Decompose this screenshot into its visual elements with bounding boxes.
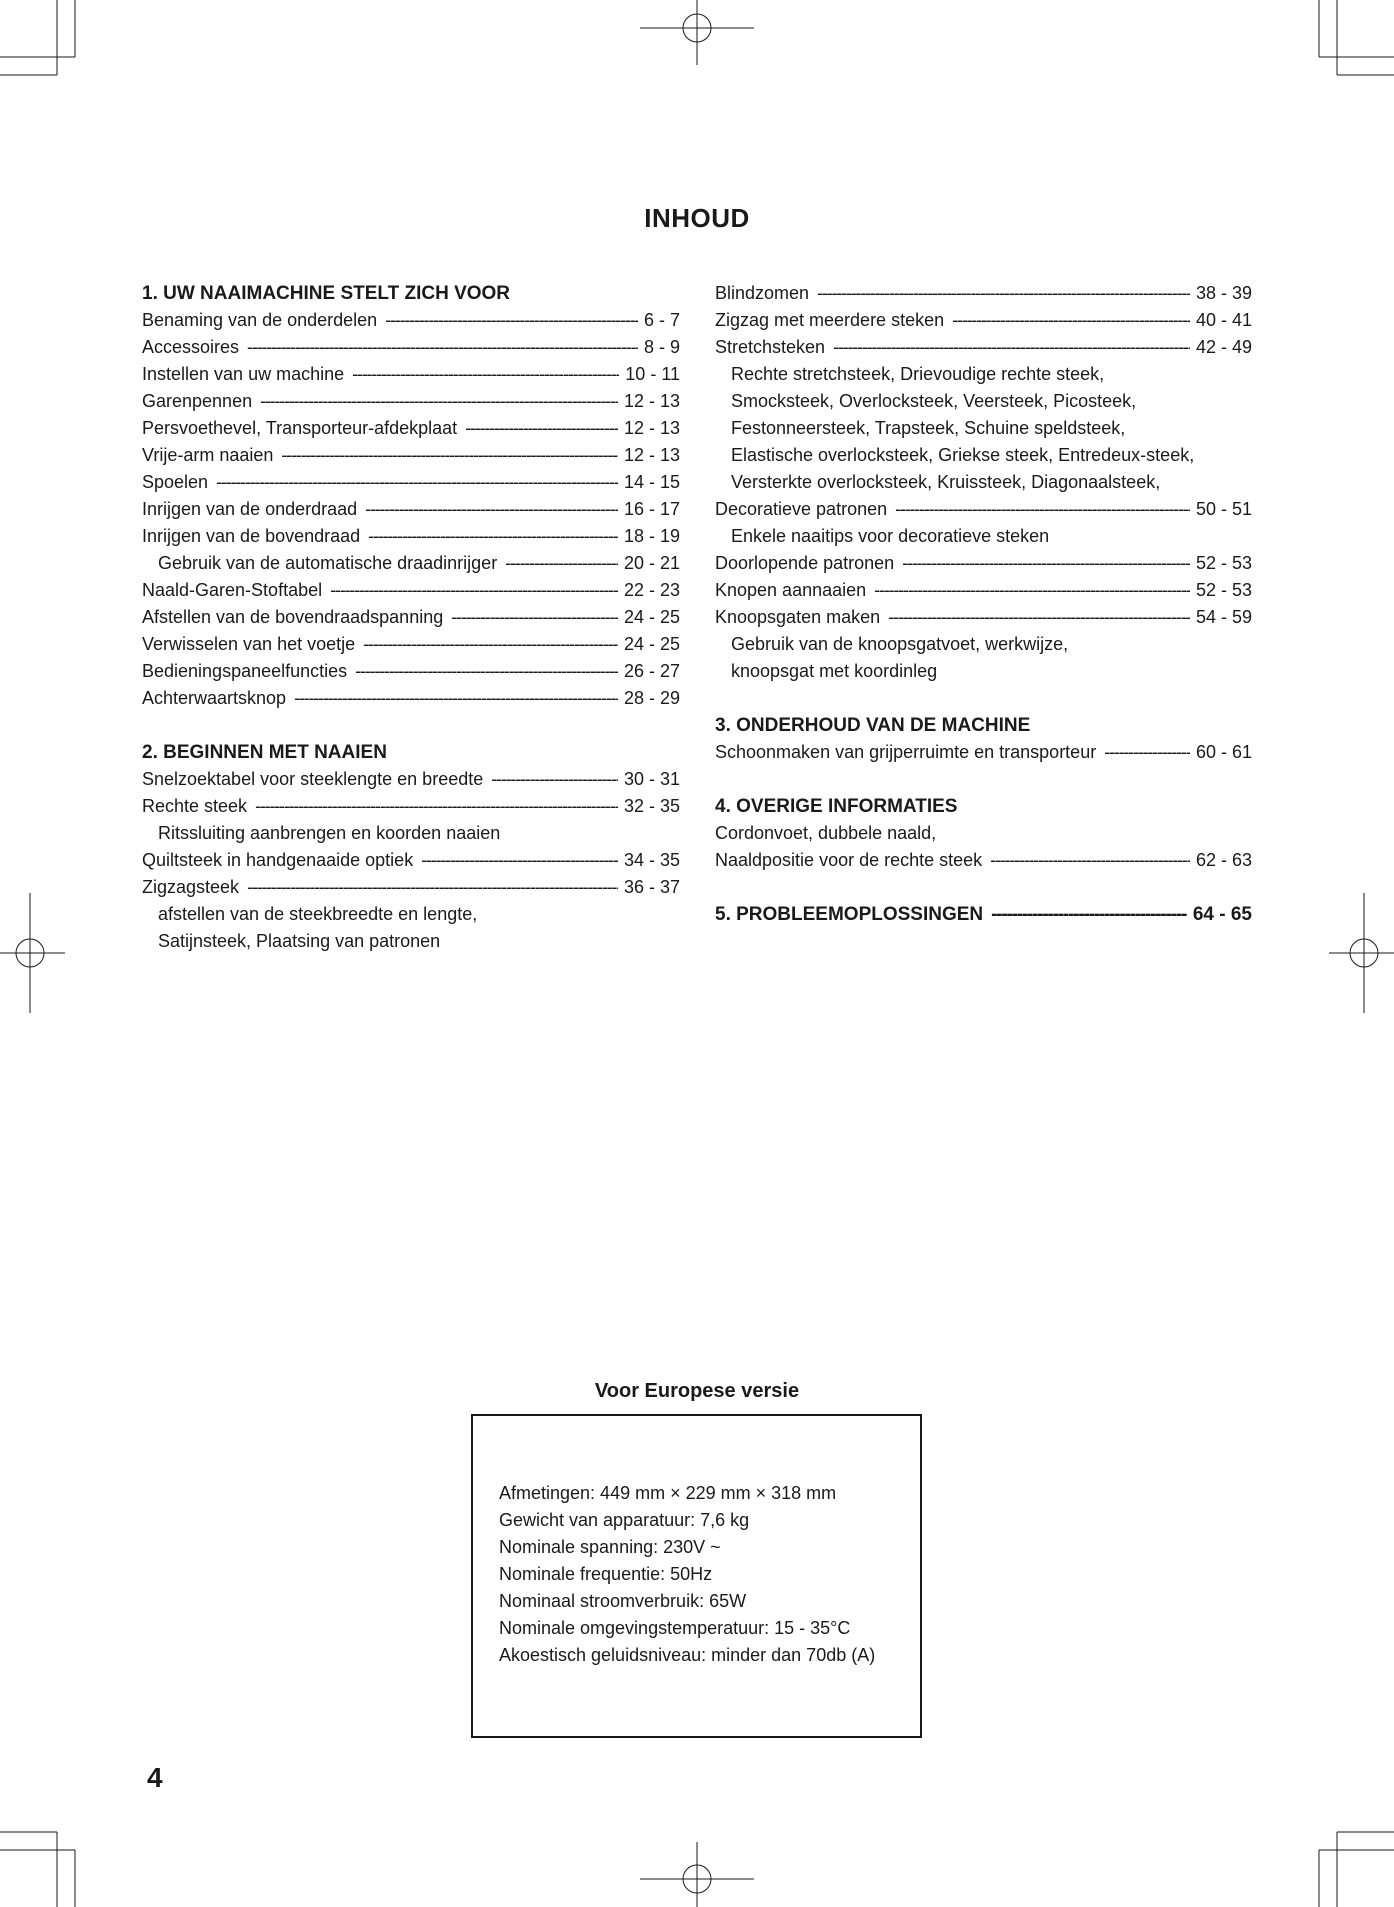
toc-entry-label: Bedieningspaneelfuncties (142, 661, 348, 681)
toc-section-heading: 3. ONDERHOUD VAN DE MACHINE (715, 715, 1031, 736)
dot-leader (505, 550, 618, 577)
toc-entry-pages: 52 - 53 (1195, 580, 1252, 600)
toc-entry (142, 658, 680, 685)
toc-subtext: Enkele naaitips voor decoratieve steken (731, 526, 1050, 546)
dot-leader (991, 901, 1187, 928)
dot-leader (874, 577, 1190, 604)
spacer (715, 766, 1252, 793)
toc-entry-pages: 24 - 25 (623, 634, 680, 654)
toc-right-column (715, 280, 1252, 928)
page-title: INHOUD (644, 203, 750, 233)
toc-entry (715, 280, 1252, 307)
toc-entry (142, 496, 680, 523)
toc-entry-label: Instellen van uw machine (142, 364, 345, 384)
toc-entry-label: Quiltsteek in handgenaaide optiek (142, 850, 414, 870)
toc-entry (715, 577, 1252, 604)
toc-entry (142, 307, 680, 334)
toc-entry (142, 874, 680, 901)
toc-entry (142, 766, 680, 793)
toc-entry-label: Zigzagsteek (142, 877, 240, 897)
spec-box (471, 1414, 922, 1738)
spec-line: Nominale spanning: 230V ~ (499, 1537, 721, 1557)
toc-entry (142, 523, 680, 550)
toc-section-heading: 4. OVERIGE INFORMATIES (715, 796, 958, 817)
dot-leader (260, 388, 618, 415)
toc-entry (715, 739, 1252, 766)
dot-leader (365, 496, 618, 523)
dot-leader (895, 496, 1190, 523)
toc-entry (142, 847, 680, 874)
spec-line: Nominaal stroomverbruik: 65W (499, 1591, 747, 1611)
toc-entry-pages: 54 - 59 (1195, 607, 1252, 627)
toc-entry (142, 361, 680, 388)
toc-entry-label: Naald-Garen-Stoftabel (142, 580, 323, 600)
toc-entry-label: Knopen aannaaien (715, 580, 867, 600)
toc-section-heading: 1. UW NAAIMACHINE STELT ZICH VOOR (142, 283, 511, 304)
dot-leader (247, 334, 638, 361)
spec-line: Gewicht van apparatuur: 7,6 kg (499, 1510, 750, 1530)
toc-entry-pages: 42 - 49 (1195, 337, 1252, 357)
toc-section-heading: 2. BEGINNEN MET NAAIEN (142, 742, 387, 763)
toc-subtext: Gebruik van de knoopsgatvoet, werkwijze, (731, 634, 1069, 654)
toc-entry-pages: 12 - 13 (623, 418, 680, 438)
dot-leader (817, 280, 1190, 307)
toc-entry (142, 442, 680, 469)
toc-entry-label: Achterwaartsknop (142, 688, 287, 708)
toc-entry (715, 496, 1252, 523)
toc-entry (715, 604, 1252, 631)
toc-subtext: Cordonvoet, dubbele naald, (715, 823, 937, 843)
dot-leader (833, 334, 1190, 361)
toc-entry-label: Afstellen van de bovendraadspanning (142, 607, 444, 627)
spec-title: Voor Europese versie (594, 1380, 800, 1402)
toc-entry (715, 550, 1252, 577)
toc-entry-pages: 22 - 23 (623, 580, 680, 600)
toc-entry (142, 577, 680, 604)
toc-entry-pages: 18 - 19 (623, 526, 680, 546)
toc-entry-pages: 12 - 13 (623, 445, 680, 465)
dot-leader (1104, 739, 1190, 766)
toc-entry-pages: 40 - 41 (1195, 310, 1252, 330)
toc-subtext: Elastische overlocksteek, Griekse steek, Entredeux-steek, (731, 445, 1195, 465)
toc-entry-label: Blindzomen (715, 283, 810, 303)
dot-leader (421, 847, 618, 874)
toc-left-column (142, 280, 680, 955)
dot-leader (385, 307, 638, 334)
toc-entry-pages: 16 - 17 (623, 499, 680, 519)
toc-entry (142, 469, 680, 496)
toc-entry-label: Zigzag met meerdere steken (715, 310, 945, 330)
toc-entry-label: Stretchsteken (715, 337, 826, 357)
toc-entry (142, 685, 680, 712)
toc-entry-pages: 64 - 65 (1192, 904, 1252, 925)
toc-entry-label: Knoopsgaten maken (715, 607, 881, 627)
spec-list (499, 1480, 875, 1669)
toc-subtext: Smocksteek, Overlocksteek, Veersteek, Picosteek, (731, 391, 1137, 411)
toc-subtext: Ritssluiting aanbrengen en koorden naaien (158, 823, 501, 843)
toc-entry-pages: 26 - 27 (623, 661, 680, 681)
toc-entry-pages: 62 - 63 (1195, 850, 1252, 870)
toc-entry-pages: 14 - 15 (623, 472, 680, 492)
toc-entry-pages: 30 - 31 (623, 769, 680, 789)
dot-leader (888, 604, 1190, 631)
toc-entry-label: Persvoethevel, Transporteur-afdekplaat (142, 418, 458, 438)
toc-entry-label: Naaldpositie voor de rechte steek (715, 850, 983, 870)
toc-entry-pages: 52 - 53 (1195, 553, 1252, 573)
toc-entry-pages: 50 - 51 (1195, 499, 1252, 519)
toc-entry-pages: 24 - 25 (623, 607, 680, 627)
toc-entry-label: Doorlopende patronen (715, 553, 895, 573)
toc-entry-label: Schoonmaken van grijperruimte en transporteur (715, 742, 1097, 762)
toc-entry-pages: 38 - 39 (1195, 283, 1252, 303)
spacer (142, 712, 680, 739)
spec-line: Afmetingen: 449 mm × 229 mm × 318 mm (499, 1483, 837, 1503)
dot-leader (281, 442, 618, 469)
toc-entry-label: 5. PROBLEEMOPLOSSINGEN (715, 904, 984, 925)
dot-leader (902, 550, 1190, 577)
dot-leader (330, 577, 618, 604)
toc-entry-label: Decoratieve patronen (715, 499, 888, 519)
toc-entry-pages: 20 - 21 (623, 553, 680, 573)
toc-entry (142, 334, 680, 361)
dot-leader (952, 307, 1190, 334)
dot-leader (465, 415, 618, 442)
dot-leader (294, 685, 618, 712)
toc-subtext: Rechte stretchsteek, Drievoudige rechte steek, (731, 364, 1105, 384)
toc-entry-pages: 60 - 61 (1195, 742, 1252, 762)
dot-leader (216, 469, 618, 496)
dot-leader (368, 523, 618, 550)
toc-section-heading (715, 901, 1252, 928)
toc-entry-pages: 36 - 37 (623, 877, 680, 897)
toc-entry (142, 550, 680, 577)
toc-entry (142, 388, 680, 415)
toc-entry-pages: 8 - 9 (643, 337, 680, 357)
toc-entry (142, 604, 680, 631)
toc-entry-label: Spoelen (142, 472, 209, 492)
toc-entry-label: Garenpennen (142, 391, 253, 411)
toc-entry-label: Vrije-arm naaien (142, 445, 274, 465)
toc-subtext: Satijnsteek, Plaatsing van patronen (158, 931, 441, 951)
dot-leader (990, 847, 1190, 874)
toc-entry-label: Rechte steek (142, 796, 248, 816)
toc-entry-label: Snelzoektabel voor steeklengte en breedte (142, 769, 484, 789)
toc-entry (142, 415, 680, 442)
toc-entry-pages: 6 - 7 (643, 310, 680, 330)
spec-line: Nominale omgevingstemperatuur: 15 - 35°C (499, 1618, 851, 1638)
spec-line: Nominale frequentie: 50Hz (499, 1564, 713, 1584)
toc-subtext: afstellen van de steekbreedte en lengte, (158, 904, 478, 924)
dot-leader (247, 874, 618, 901)
toc-subtext: Versterkte overlocksteek, Kruissteek, Diagonaalsteek, (731, 472, 1161, 492)
spacer (715, 874, 1252, 901)
toc-entry-label: Inrijgen van de bovendraad (142, 526, 361, 546)
dot-leader (491, 766, 618, 793)
toc-subtext: Festonneersteek, Trapsteek, Schuine speldsteek, (731, 418, 1126, 438)
page-number: 4 (147, 1762, 163, 1793)
toc-entry (142, 631, 680, 658)
toc-entry-label: Gebruik van de automatische draadinrijger (158, 553, 498, 573)
toc-entry (142, 793, 680, 820)
spec-line: Akoestisch geluidsniveau: minder dan 70db (A) (499, 1645, 876, 1665)
spacer (715, 685, 1252, 712)
toc-entry-pages: 32 - 35 (623, 796, 680, 816)
toc-entry-label: Inrijgen van de onderdraad (142, 499, 358, 519)
dot-leader (363, 631, 618, 658)
toc-entry-pages: 12 - 13 (623, 391, 680, 411)
toc-entry (715, 847, 1252, 874)
dot-leader (355, 658, 618, 685)
toc-entry-pages: 34 - 35 (623, 850, 680, 870)
dot-leader (255, 793, 618, 820)
toc-entry-label: Accessoires (142, 337, 240, 357)
toc-subtext: knoopsgat met koordinleg (731, 661, 938, 681)
toc-entry-pages: 10 - 11 (625, 364, 680, 384)
dot-leader (451, 604, 618, 631)
toc-entry-label: Benaming van de onderdelen (142, 310, 378, 330)
dot-leader (352, 361, 619, 388)
toc-entry-pages: 28 - 29 (623, 688, 680, 708)
toc-entry (715, 334, 1252, 361)
toc-entry-label: Verwisselen van het voetje (142, 634, 356, 654)
toc-entry (715, 307, 1252, 334)
